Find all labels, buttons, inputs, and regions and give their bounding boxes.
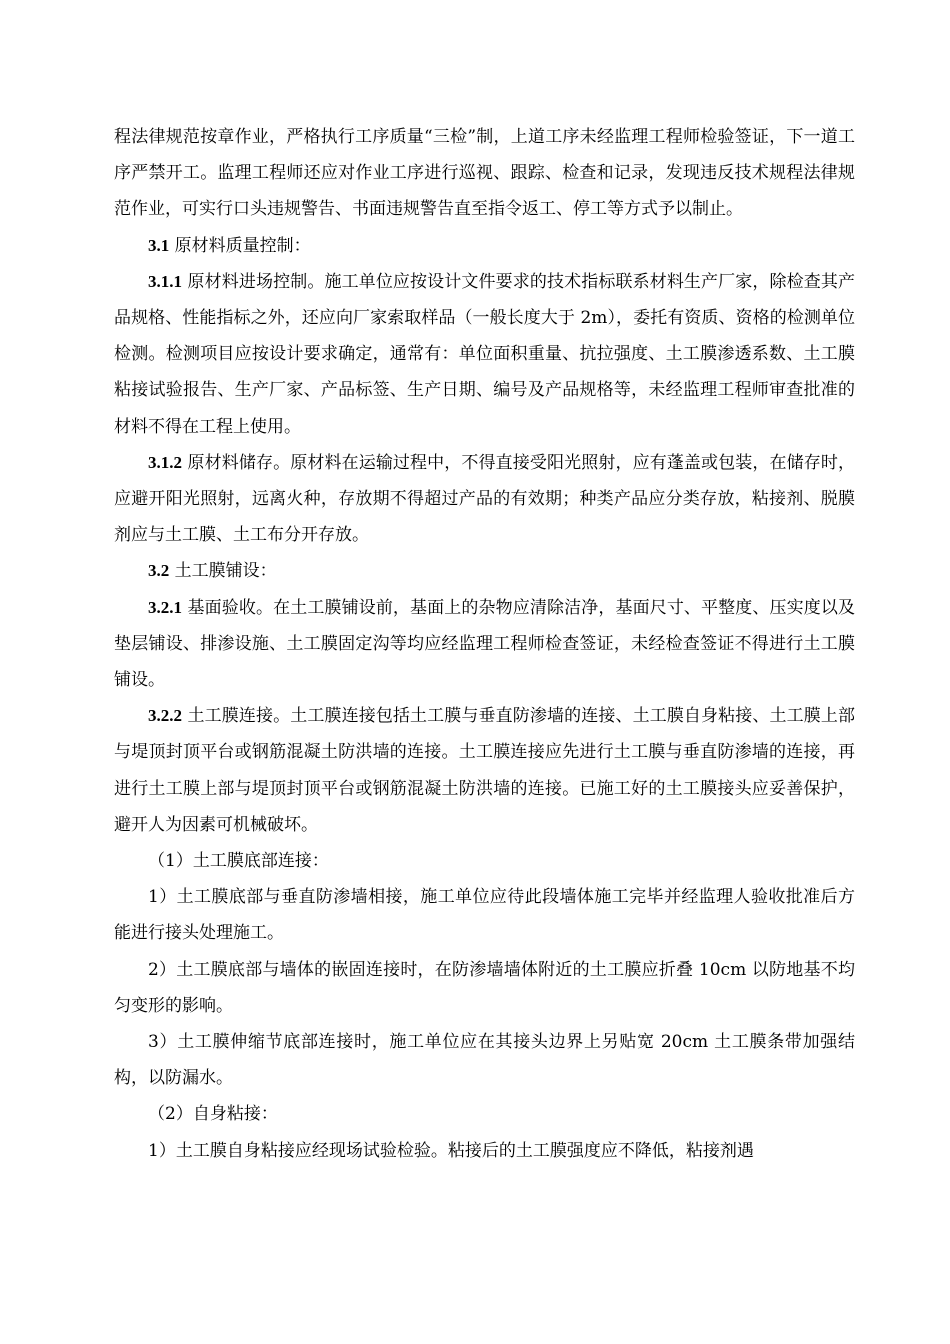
section-title: 土工膜铺设： — [169, 561, 277, 582]
paragraph-text: 1）土工膜底部与垂直防渗墙相接，施工单位应待此段墙体施工完毕并经监理人验收批准后方能进行接头处理施工。 — [114, 887, 855, 944]
list-heading-bottom-connection — [114, 843, 855, 879]
section-title: 原材料质量控制： — [169, 235, 311, 256]
section-number: 3.2 — [148, 561, 170, 581]
section-number: 3.2.1 — [148, 597, 182, 617]
list-heading-self-bonding — [114, 1096, 855, 1132]
paragraph-text: （1）土工膜底部连接： — [148, 851, 329, 872]
paragraph-text: 2）土工膜底部与墙体的嵌固连接时，在防渗墙墙体附近的土工膜应折叠 10cm 以防地基不均匀变形的影响。 — [114, 959, 855, 1016]
section-number: 3.1.2 — [148, 452, 182, 472]
paragraph-text: 3）土工膜伸缩节底部连接时，施工单位应在其接头边界上另贴宽 20cm 土工膜条带加强结构，以防漏水。 — [114, 1032, 855, 1089]
paragraph-text: （2）自身粘接： — [148, 1104, 278, 1125]
list-item-1 — [114, 879, 855, 951]
subsection-3-2-1 — [114, 590, 855, 699]
section-number: 3.2.2 — [148, 706, 182, 726]
paragraph-continued — [114, 119, 855, 228]
paragraph-text: 1）土工膜自身粘接应经现场试验检验。粘接后的土工膜强度应不降低，粘接剂遇 — [148, 1140, 754, 1161]
subsection-3-1-2 — [114, 445, 855, 554]
list-item-3 — [114, 1024, 855, 1096]
paragraph-text: 程法律规范按章作业，严格执行工序质量“三检”制，上道工序未经监理工程师检验签证，下一道工序严禁开工。监理工程师还应对作业工序进行巡视、跟踪、检查和记录，发现违反技术规程法律规范作业，可实行口头违规警告、书面违规警告直至指令返工、停工等方式予以制止。 — [114, 127, 855, 220]
section-number: 3.1.1 — [148, 271, 182, 291]
list-item-2 — [114, 952, 855, 1024]
section-number: 3.1 — [148, 235, 170, 255]
paragraph-text: 原材料储存。原材料在运输过程中，不得直接受阳光照射，应有蓬盖或包装，在储存时，应避开阳光照射，远离火种，存放期不得超过产品的有效期；种类产品应分类存放，粘接剂、脱膜剂应与土工膜、土工布分开存放。 — [114, 452, 855, 546]
paragraph-text: 土工膜连接。土工膜连接包括土工膜与垂直防渗墙的连接、土工膜自身粘接、土工膜上部与堤顶封顶平台或钢筋混凝土防洪墙的连接。土工膜连接应先进行土工膜与垂直防渗墙的连接，再进行土工膜上部与堤顶封顶平台或钢筋混凝土防洪墙的连接。已施工好的土工膜接头应妥善保护，避开人为因素可机械破坏。 — [114, 706, 855, 835]
subsection-3-2-2 — [114, 698, 855, 843]
paragraph-text: 基面验收。在土工膜铺设前，基面上的杂物应清除洁净，基面尺寸、平整度、压实度以及垫层铺设、排渗设施、土工膜固定沟等均应经监理工程师检查签证，未经检查签证不得进行土工膜铺设。 — [114, 597, 855, 691]
section-heading-3-1 — [114, 228, 855, 264]
subsection-3-1-1 — [114, 264, 855, 445]
paragraph-text: 原材料进场控制。施工单位应按设计文件要求的技术指标联系材料生产厂家，除检查其产品规格、性能指标之外，还应向厂家索取样品（一般长度大于 2m），委托有资质、资格的检测单位检测。检测项目应按设计要求确定，通常有：单位面积重量、抗拉强度、土工膜渗透系数、土工膜粘接试验报告、生产厂家、产品标签、生产日期、编号及产品规格等，未经监理工程师审查批准的材料不得在工程上使用。 — [114, 271, 855, 437]
section-heading-3-2 — [114, 553, 855, 589]
document-body — [114, 119, 855, 1169]
list-item-1-self-bonding — [114, 1133, 855, 1169]
